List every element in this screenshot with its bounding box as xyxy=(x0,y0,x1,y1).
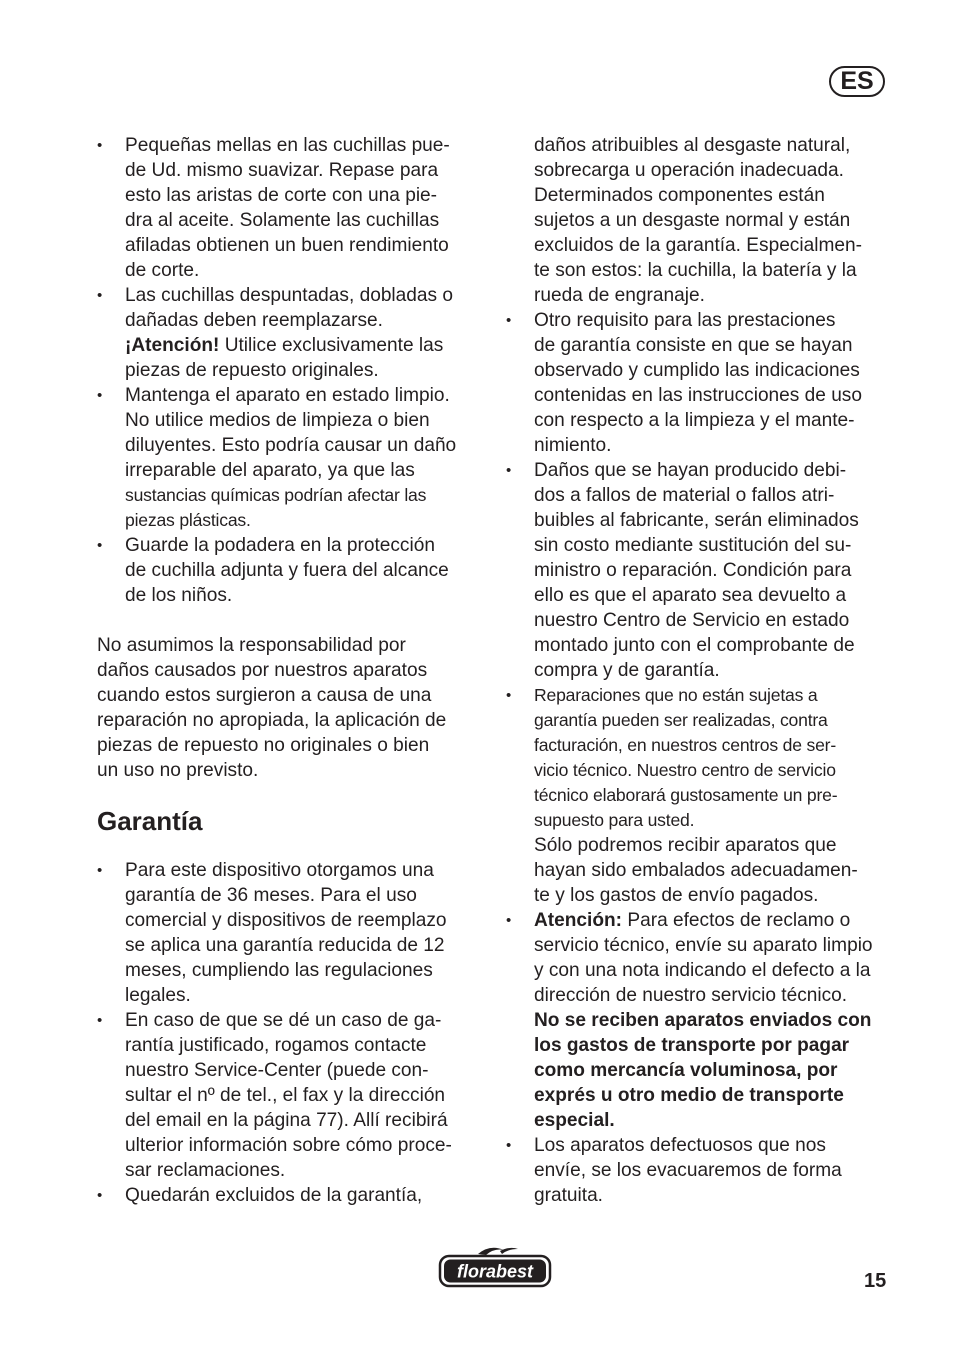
text-line: con respecto a la limpieza y el mante- xyxy=(534,410,855,431)
text-line: envíe, se los evacuaremos de forma xyxy=(534,1160,842,1181)
text-fragment: Para efectos de reclamo o xyxy=(622,910,851,931)
text-line: de Ud. mismo suavizar. Repase para xyxy=(125,160,439,181)
text-line: los gastos de transporte por pagar xyxy=(534,1035,850,1056)
text-line: piezas plásticas. xyxy=(125,510,251,530)
text-line: ministro o reparación. Condición para xyxy=(534,560,852,581)
list-item xyxy=(97,283,485,383)
text-line: supuesto para usted. xyxy=(534,810,695,830)
text-line: • Para este dispositivo otorgamos una xyxy=(125,860,434,881)
attention-label: ¡Atención! xyxy=(125,335,220,356)
text-line: esto las aristas de corte con una pie- xyxy=(125,185,438,206)
text-line: hayan sido embalados adecuadamen- xyxy=(534,860,858,881)
text-line: meses, cumpliendo las regulaciones xyxy=(125,960,433,981)
text-line: como mercancía voluminosa, por xyxy=(534,1060,838,1081)
text-line: • Los aparatos defectuosos que nos xyxy=(534,1135,826,1156)
text-line: • Las cuchillas despuntadas, dobladas o xyxy=(125,285,454,306)
text-line xyxy=(534,908,892,933)
warranty-heading: Garantía xyxy=(97,806,203,836)
text-line: • Otro requisito para las prestaciones xyxy=(534,310,836,331)
text-line: cuando estos surgieron a causa de una xyxy=(97,685,432,706)
text-line: dos a fallos de material o fallos atri- xyxy=(534,485,835,506)
language-badge: ES xyxy=(829,66,885,97)
text-line: sultar el nº de tel., el fax y la dirección xyxy=(125,1085,446,1106)
text-line: de garantía consiste en que se hayan xyxy=(534,335,853,356)
text-line: No se reciben aparatos enviados con xyxy=(534,1010,872,1031)
text-line: gratuita. xyxy=(534,1185,603,1206)
page-number: 15 xyxy=(864,1270,887,1292)
text-line: del email en la página 77). Allí recibirá xyxy=(125,1110,448,1131)
text-line: rueda de engranaje. xyxy=(534,285,705,306)
warranty-list xyxy=(97,858,485,1208)
text-line: dirección de nuestro servicio técnico. xyxy=(534,985,848,1006)
text-line: de corte. xyxy=(125,260,200,281)
list-item xyxy=(506,1133,892,1208)
text-line: exprés u otro medio de transporte xyxy=(534,1085,844,1106)
text-line: sustancias químicas podrían afectar las xyxy=(125,485,427,505)
florabest-logo xyxy=(438,1244,552,1290)
text-line: reparación no apropiada, la aplicación de xyxy=(97,710,447,731)
text-line: • Quedarán excluidos de la garantía, xyxy=(125,1185,423,1206)
right-column xyxy=(506,133,892,1208)
text-line: legales. xyxy=(125,985,191,1006)
text-line: garantía pueden ser realizadas, contra xyxy=(534,710,828,730)
list-item xyxy=(506,683,892,908)
text-line: • Guarde la podadera en la protección xyxy=(125,535,435,556)
text-line: • Pequeñas mellas en las cuchillas pue- xyxy=(125,135,450,156)
text-line: contenidas en las instrucciones de uso xyxy=(534,385,862,406)
left-column xyxy=(97,133,485,1208)
maintenance-list xyxy=(97,133,485,608)
text-line: nuestro Centro de Servicio en estado xyxy=(534,610,850,631)
text-line: sobrecarga u operación inadecuada. xyxy=(534,160,844,181)
text-line: • Mantenga el aparato en estado limpio. xyxy=(125,385,450,406)
text-line: excluidos de la garantía. Especialmen- xyxy=(534,235,862,256)
text-line: ulterior información sobre cómo proce- xyxy=(125,1135,452,1156)
text-line: y con una nota indicando el defecto a la xyxy=(534,960,871,981)
text-line: afiladas obtienen un buen rendimiento xyxy=(125,235,449,256)
text-line: se aplica una garantía reducida de 12 xyxy=(125,935,445,956)
list-item xyxy=(506,908,892,1133)
text-line: comercial y dispositivos de reemplazo xyxy=(125,910,447,931)
text-line: ello es que el aparato sea devuelto a xyxy=(534,585,847,606)
warranty-conditions-list xyxy=(506,308,892,1208)
text-line: diluyentes. Esto podría causar un daño xyxy=(125,435,457,456)
text-line: especial. xyxy=(534,1110,615,1131)
list-item xyxy=(506,308,892,458)
text-line: compra y de garantía. xyxy=(534,660,720,681)
text-line: irreparable del aparato, ya que las xyxy=(125,460,415,481)
text-line: servicio técnico, envíe su aparato limpio xyxy=(534,935,873,956)
text-line: piezas de repuesto originales. xyxy=(125,360,379,381)
attention-label: Atención: xyxy=(534,910,623,931)
text-line: dañadas deben reemplazarse. xyxy=(125,310,383,331)
list-item xyxy=(97,858,485,1008)
text-line: vicio técnico. Nuestro centro de servicio xyxy=(534,760,836,780)
text-line: nimiento. xyxy=(534,435,612,456)
text-line xyxy=(125,333,485,358)
text-fragment: Utilice exclusivamente las xyxy=(219,335,444,356)
text-line: te son estos: la cuchilla, la batería y la xyxy=(534,260,857,281)
text-line: daños causados por nuestros aparatos xyxy=(97,660,428,681)
text-line: observado y cumplido las indicaciones xyxy=(534,360,860,381)
text-line: • Daños que se hayan producido debi- xyxy=(534,460,847,481)
text-line: técnico elaborará gustosamente un pre- xyxy=(534,785,838,805)
text-line: No asumimos la responsabilidad por xyxy=(97,635,406,656)
list-item xyxy=(97,533,485,608)
text-line: sin costo mediante sustitución del su- xyxy=(534,535,852,556)
text-line: • Reparaciones que no están sujetas a xyxy=(534,685,818,705)
list-item xyxy=(97,1008,485,1183)
text-line: te y los gastos de envío pagados. xyxy=(534,885,819,906)
text-line: daños atribuibles al desgaste natural, xyxy=(534,135,851,156)
list-item xyxy=(97,1183,485,1208)
list-item xyxy=(97,133,485,283)
text-line: buibles al fabricante, serán eliminados xyxy=(534,510,859,531)
text-line: de los niños. xyxy=(125,585,233,606)
text-line: sujetos a un desgaste normal y están xyxy=(534,210,851,231)
text-line: facturación, en nuestros centros de ser- xyxy=(534,735,837,755)
list-item xyxy=(506,458,892,683)
list-item xyxy=(97,383,485,533)
text-line: un uso no previsto. xyxy=(97,760,259,781)
text-line: • En caso de que se dé un caso de ga- xyxy=(125,1010,442,1031)
text-line: montado junto con el comprobante de xyxy=(534,635,855,656)
logo-text: florabest xyxy=(456,1261,534,1282)
liability-paragraph xyxy=(97,633,485,783)
text-line: garantía de 36 meses. Para el uso xyxy=(125,885,417,906)
text-line: Determinados componentes están xyxy=(534,185,825,206)
text-line: sar reclamaciones. xyxy=(125,1160,286,1181)
text-line: Sólo podremos recibir aparatos que xyxy=(534,835,837,856)
text-line: nuestro Service-Center (puede con- xyxy=(125,1060,429,1081)
text-line: No utilice medios de limpieza o bien xyxy=(125,410,430,431)
text-line: piezas de repuesto no originales o bien xyxy=(97,735,430,756)
continuation-text xyxy=(506,133,892,308)
text-line: rantía justificado, rogamos contacte xyxy=(125,1035,427,1056)
text-line: dra al aceite. Solamente las cuchillas xyxy=(125,210,440,231)
text-line: de cuchilla adjunta y fuera del alcance xyxy=(125,560,449,581)
